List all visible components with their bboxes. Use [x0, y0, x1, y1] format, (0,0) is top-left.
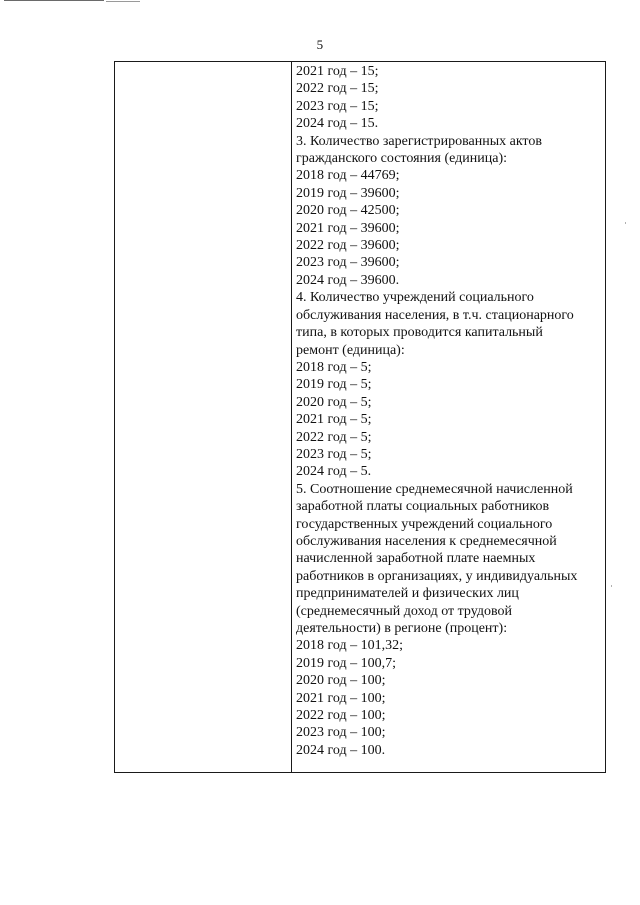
cell-text-line: 2019 год – 5; [296, 377, 372, 393]
cell-text-line: 2021 год – 15; [296, 64, 379, 79]
cell-text-line: 2022 год – 100; [296, 708, 386, 724]
cell-text-line: деятельности) в регионе (процент): [296, 621, 508, 636]
cell-text-line: заработной платы социальных работников [296, 499, 550, 515]
cell-text-line: 2018 год – 101,32; [296, 638, 404, 654]
cell-text-line: 2018 год – 5; [296, 359, 372, 375]
cell-text-line: гражданского состояния (единица): [296, 151, 508, 167]
cell-text-line: 2022 год – 39600; [296, 238, 400, 254]
cell-text-line: 2018 год – 44769; [296, 168, 400, 184]
cell-text-line: 2021 год – 5; [296, 412, 372, 428]
cell-text-line: 2023 год – 100; [296, 725, 386, 741]
cell-text-line: 2024 год – 100. [296, 742, 386, 758]
cell-text-line: 2023 год – 5; [296, 446, 372, 462]
cell-text-line: 2024 год – 39600. [296, 272, 400, 288]
cell-text-line: государственных учреждений социального [296, 516, 553, 532]
cell-text-line: 3. Количество зарегистрированных актов [296, 133, 542, 149]
scan-speck [625, 222, 626, 224]
cell-text-line: ремонт (единица): [296, 342, 405, 358]
cell-text-line: типа, в которых проводится капитальный [296, 325, 543, 341]
cell-text-line: 2020 год – 42500; [296, 203, 400, 219]
cell-text-line: 2023 год – 15; [296, 98, 379, 114]
cell-text-line: 2020 год – 5; [296, 394, 372, 410]
cell-text-line: 2019 год – 39600; [296, 185, 400, 201]
cell-text-line: 5. Соотношение среднемесячной начисленной [296, 481, 573, 497]
cell-text-line: обслуживания населения, в т.ч. стационарного [296, 307, 574, 323]
table-left-cell [115, 62, 292, 772]
cell-text-line: предпринимателей и физических лиц [296, 586, 519, 602]
cell-text-line: 2020 год – 100; [296, 673, 386, 689]
cell-text-line: 2019 год – 100,7; [296, 655, 397, 671]
cell-text-line: работников в организациях, у индивидуальных [296, 568, 578, 584]
scan-edge-mark [106, 1, 140, 2]
cell-text-line: (среднемесячный доход от трудовой [296, 603, 512, 619]
cell-text-line: 2022 год – 15; [296, 81, 379, 97]
cell-text-line: начисленной заработной плате наемных [296, 551, 536, 567]
table-right-cell [292, 62, 605, 772]
cell-text-line: 2024 год – 15. [296, 116, 379, 132]
cell-text-line: 2023 год – 39600; [296, 255, 400, 271]
cell-text-line: 2021 год – 39600; [296, 220, 400, 236]
cell-text-line: 2024 год – 5. [296, 464, 372, 480]
cell-text-line: 2022 год – 5; [296, 429, 372, 445]
cell-text-line: 4. Количество учреждений социального [296, 290, 534, 306]
scan-edge-mark [4, 0, 104, 1]
page-number: 5 [316, 37, 324, 52]
cell-text-line: 2021 год – 100; [296, 690, 386, 706]
document-table [114, 61, 606, 773]
cell-text-line: обслуживания населения к среднемесячной [296, 533, 557, 549]
scan-speck [611, 585, 612, 587]
